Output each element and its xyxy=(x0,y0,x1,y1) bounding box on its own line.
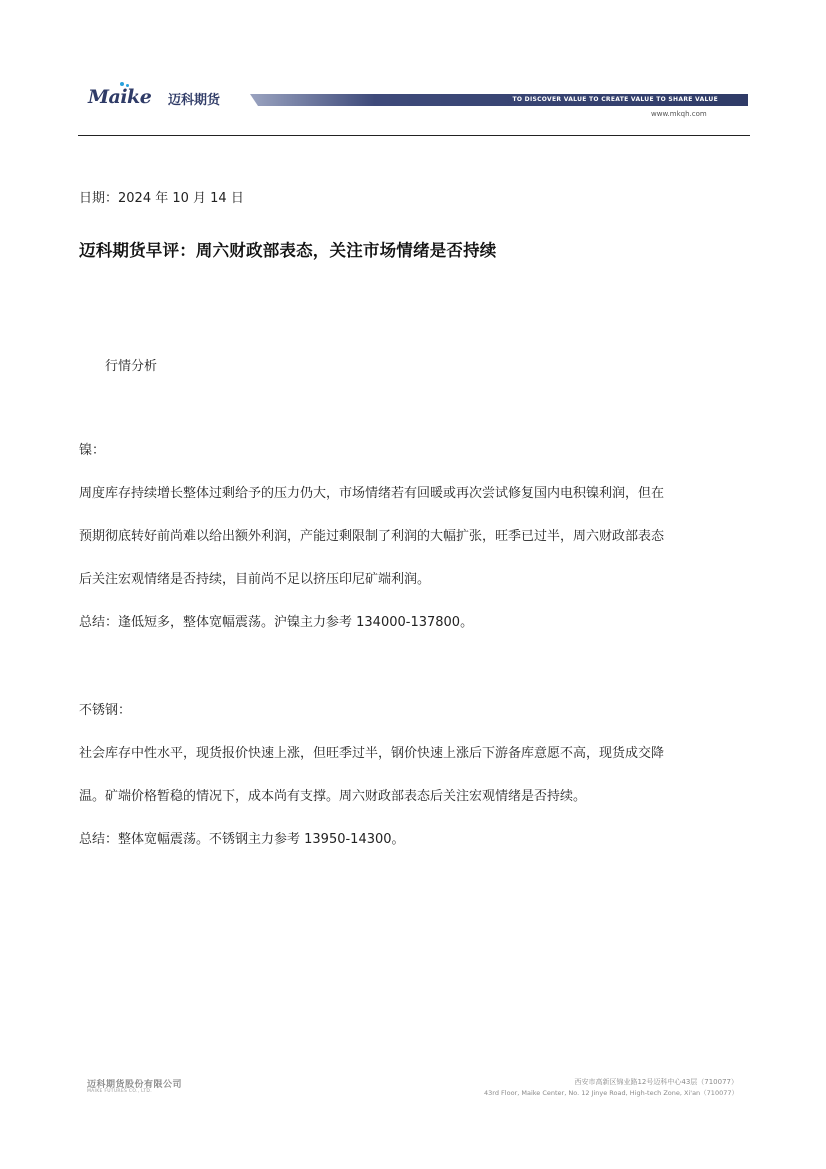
footer-company-name: 迈科期货股份有限公司 xyxy=(87,1080,183,1090)
logo-wordmark: Maike xyxy=(88,86,152,108)
logo-chinese-name: 迈科期货 xyxy=(168,93,221,108)
nickel-line: 后关注宏观情绪是否持续，目前尚不足以挤压印尼矿端利润。 xyxy=(79,572,431,587)
header-divider xyxy=(78,135,750,136)
nickel-line: 预期彻底转好前尚难以给出额外利润，产能过剩限制了利润的大幅扩张，旺季已过半，周六财政部表态 xyxy=(79,529,665,544)
report-title: 迈科期货早评：周六财政部表态，关注市场情绪是否持续 xyxy=(79,241,497,260)
nickel-summary: 总结：逢低短多，整体宽幅震荡。沪镍主力参考 134000-137800。 xyxy=(79,615,474,630)
stainless-summary: 总结：整体宽幅震荡。不锈钢主力参考 13950-14300。 xyxy=(79,832,405,847)
nickel-line: 周度库存持续增长整体过剩给予的压力仍大，市场情绪若有回暖或再次尝试修复国内电积镍利润，但在 xyxy=(79,486,665,501)
stainless-line: 温。矿端价格暂稳的情况下，成本尚有支撑。周六财政部表态后关注宏观情绪是否持续。 xyxy=(79,789,587,804)
header-slogan-wrap xyxy=(250,94,748,106)
footer-address-english: 43rd Floor, Maike Center, No. 12 Jinye Road, High-tech Zone, Xi'an（710077） xyxy=(484,1089,738,1097)
stainless-heading: 不锈钢： xyxy=(79,703,132,718)
website-url: www.mkqh.com xyxy=(651,110,707,118)
header-slogan: TO DISCOVER VALUE TO CREATE VALUE TO SHARE VALUE xyxy=(512,96,718,103)
maike-logo xyxy=(88,82,238,112)
section-heading: 行情分析 xyxy=(105,359,158,374)
stainless-line: 社会库存中性水平，现货报价快速上涨，但旺季过半，钢价快速上涨后下游备库意愿不高，现货成交降 xyxy=(79,746,665,761)
footer-company-english: MAIKE FUTURES CO., LTD. xyxy=(87,1089,152,1094)
footer-address-chinese: 西安市高新区锦业路12号迈科中心43层（710077） xyxy=(574,1078,738,1086)
report-date: 日期：2024 年 10 月 14 日 xyxy=(79,191,244,206)
nickel-heading: 镍： xyxy=(79,443,106,458)
